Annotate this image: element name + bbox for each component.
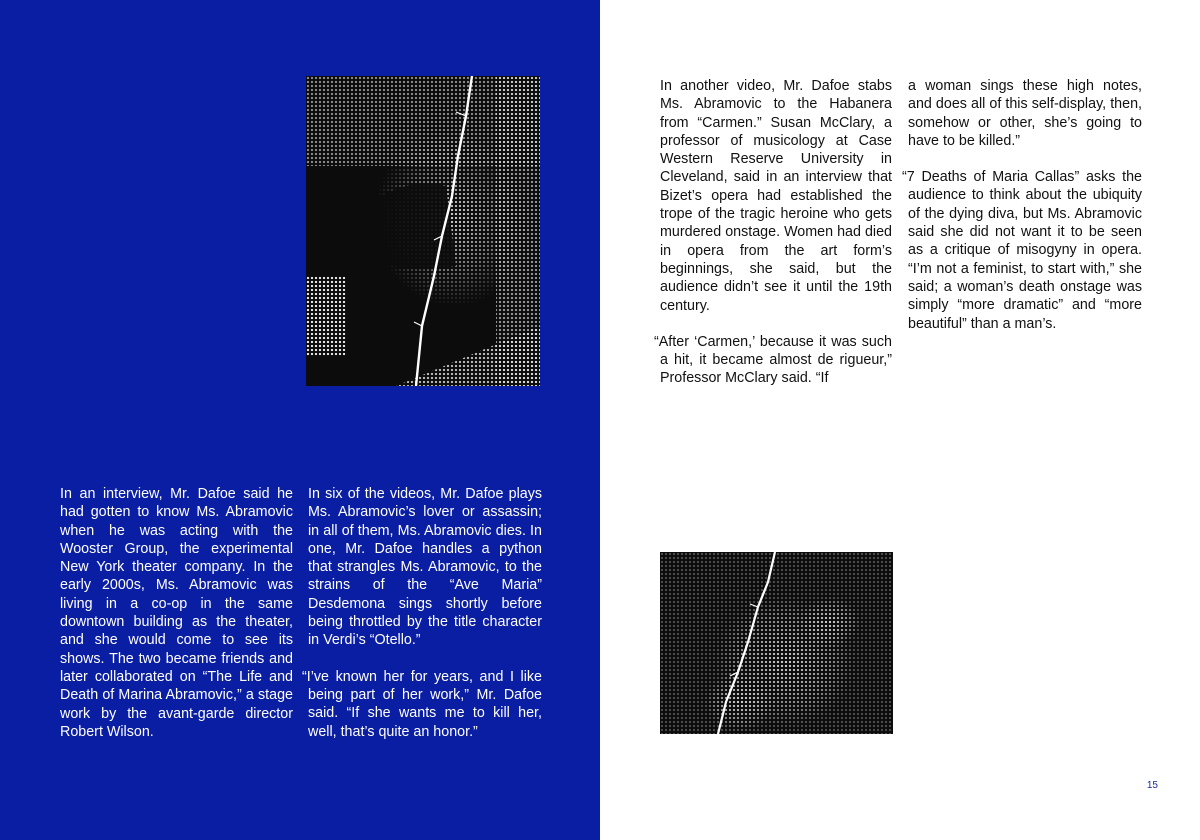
halftone-photo-torn-face [306, 76, 540, 386]
left-article-column-2 [302, 485, 542, 741]
paragraph: In an interview, Mr. Dafoe said he had gotten to know Ms. Abramovic when he was acting with the Wooster Group, the experimental New York theater company. In the early 2000s, Ms. Abramovic was living in a co-op in the same downtown building as the theater, and she would come to see its shows. The two became friends and later collaborated on “The Life and Death of Marina Abramovic,” a stage work by the avant-garde director Robert Wilson. [60, 486, 293, 740]
paragraph: “I’ve known her for years, and I like being part of her work,” Mr. Dafoe said. “If she wants me to kill her, well, that’s quite an honor.” [302, 668, 542, 740]
page-number: 15 [1146, 780, 1158, 791]
halftone-photo-figure-art [660, 552, 893, 734]
right-page [600, 0, 1200, 840]
paragraph: a woman sings these high notes, and does all of this self-display, then, somehow or other, she’s going to have to be killed.” [908, 78, 1142, 149]
paragraph: “7 Deaths of Maria Callas” asks the audience to think about the ubiquity of the dying diva, but Ms. Abramovic said she did not want it to be seen as a critique of misogyny in opera. “I’m not a feminist, to start with,” she said; a woman’s death onstage was simply “more dramatic” and “more beautiful” than a man’s. [902, 169, 1142, 332]
halftone-photo-figure [660, 552, 893, 734]
paragraph: In six of the videos, Mr. Dafoe plays Ms. Abramovic’s lover or assassin; in all of them, Ms. Abramovic dies. In one, Mr. Dafoe handles a python that strangles Ms. Abramovic, to the strains of the “Ave Maria” Desdemona sings shortly before being throttled by the title character in Verdi’s “Otello.” [308, 486, 542, 649]
left-article-column-1 [60, 485, 293, 741]
right-article-column-1 [654, 77, 892, 388]
halftone-photo-torn-face-art [306, 76, 540, 386]
paragraph: “After ‘Carmen,’ because it was such a hit, it became almost de rigueur,” Professor McClary said. “If [654, 333, 892, 387]
right-article-column-2 [902, 77, 1142, 333]
paragraph: In another video, Mr. Dafoe stabs Ms. Abramovic to the Habanera from “Carmen.” Susan McClary, a professor of musicology at Case Western Reserve University in Cleveland, said in an interview that Bizet’s opera had established the trope of the tragic heroine who gets murdered onstage. Women had died in opera from the art form’s beginnings, she said, but the audience didn’t see it until the 19th century. [660, 78, 892, 314]
